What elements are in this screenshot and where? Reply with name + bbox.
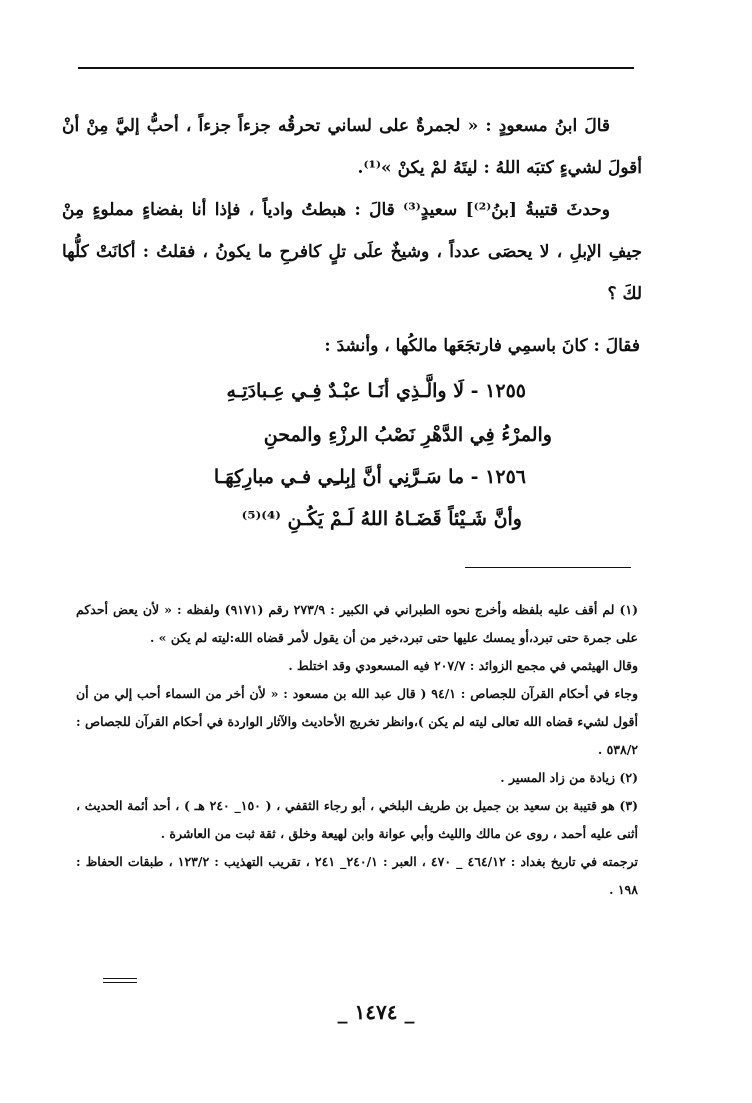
footnote-3-references: ترجمته في تاريخ بغداد : ٤٦٤/١٢ _ ٤٧٠ ، العبر : ٢٤٠/١_ ٢٤١ ، تقريب التهذيب : ١٢٣/٢ ، طبقات الحفاظ : ١٩٨ . xyxy=(76,854,638,897)
footnote-2: (٢) زيادة من زاد المسير . xyxy=(500,770,638,785)
verse-1255-second-hemistich: والمرْءُ فِي الدَّهْرِ نَصْبُ الرزْءِ والمحنِ xyxy=(263,424,552,446)
verse-intro: فقالَ : كانَ باسمِي فارتجَعَها مالكُها ، وأنشدَ : xyxy=(324,336,640,356)
verse-1256-first-hemistich: ١٢٥٦ - ما سَـرَّنِي أنَّ إبِلـِي فـي مبارِكِهَـا xyxy=(213,466,526,488)
verse-1256-second-hemistich: وأنَّ شَـيْئاً قَضَـاهُ اللهُ لَـمْ يَكُـنِ ⁽⁴⁾⁽⁵⁾ xyxy=(241,508,522,530)
page-number: _ ١٤٧٤ _ xyxy=(337,1000,415,1024)
footnote-1: (١) لم أقف عليه بلفظه وأخرج نحوه الطبراني في الكبير : ٢٧٣/٩ رقم (٩١٧١) ولفظه : « لأن يعض أحدكم على جمرة حتى تبرد،أو يمسك عليها حتى تبرد،خير من أن يقول لأمر قضاه الله:ليته لم يكن » . xyxy=(76,602,638,645)
footnote-separator xyxy=(465,567,631,568)
top-rule xyxy=(78,67,634,69)
footnote-1-haythami: وقال الهيثمي في مجمع الزوائد : ٢٠٧/٧ فيه المسعودي وقد اختلط . xyxy=(288,658,638,673)
paragraph-ibn-masud: قالَ ابنُ مسعودٍ : « لجمرةٌ على لساني تحرقُه جزءاً جزءاً ، أحبُّ إليَّ مِنْ أنْ أقولَ لشيءٍ كتبَه اللهُ : ليتَهُ لمْ يكنْ »⁽¹⁾. xyxy=(62,116,642,178)
paragraph-qutayba: وحدثَ قتيبةُ [بنُ⁽²⁾] سعيدٍ⁽³⁾ قالَ : هبطتُ وادياً ، فإذا أنا بفضاءٍ مملوءٍ مِنْ جيفِ الإبلِ ، لا يحصَى عدداً ، وشيخٌ علَى تلٍ كافرحِ ما يكونُ ، فقلتُ : أكانَتْ كلُّها لكَ ؟ xyxy=(62,200,642,304)
footnote-3: (٣) هو قتيبة بن سعيد بن جميل بن طريف البلخي ، أبو رجاء الثقفي ، ( ١٥٠_ ٢٤٠ هـ ) ، أحد أئمة الحديث ، أثنى عليه أحمد ، روى عن مالك والليث وأبي عوانة وابن لهيعة وخلق ، ثقة ثبت من العاشرة . xyxy=(76,798,638,841)
main-text xyxy=(62,105,642,315)
footnote-1-jassas: وجاء في أحكام القرآن للجصاص : ٩٤/١ ( قال عبد الله بن مسعود : « لأن أخر من السماء أحب إلي من أن أقول لشيء قضاه الله تعالى ليته لم يكن )،وانظر تخريج الأحاديث والآثار الواردة في أحكام القرآن للجصاص : ٥٣٨/٢ . xyxy=(76,686,638,757)
verse-1255-first-hemistich: ١٢٥٥ - لَا والَّـذِي أنَـا عبْـدٌ فِـي عِـبادَتِـهِ xyxy=(226,380,526,402)
end-double-rule xyxy=(103,978,137,983)
footnotes xyxy=(76,596,638,904)
